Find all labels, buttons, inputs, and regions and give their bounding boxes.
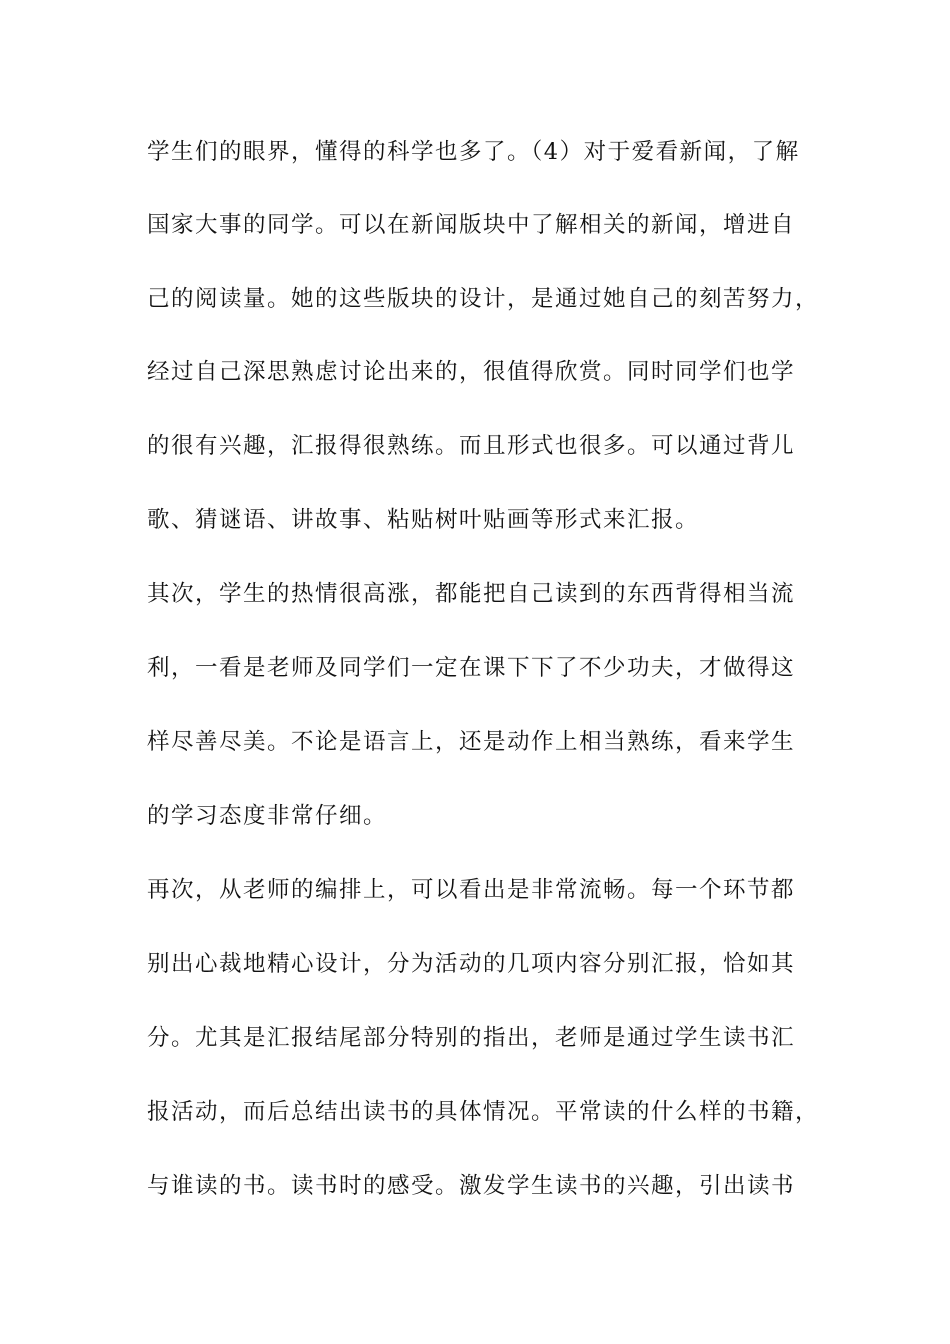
- text-line: 其次，学生的热情很高涨，都能把自己读到的东西背得相当流: [147, 581, 796, 607]
- text-line: 与谁读的书。读书时的感受。激发学生读书的兴趣，引出读书: [147, 1173, 796, 1199]
- text-line: 己的阅读量。她的这些版块的设计，是通过她自己的刻苦努力，: [147, 286, 820, 312]
- text-line: 学生们的眼界，懂得的科学也多了。（4）对于爱看新闻，了解: [147, 139, 800, 165]
- text-line: 利，一看是老师及同学们一定在课下下了不少功夫，才做得这: [147, 655, 796, 681]
- text-line: 的学习态度非常仔细。: [147, 803, 388, 829]
- text-line: 再次，从老师的编排上，可以看出是非常流畅。每一个环节都: [147, 877, 796, 903]
- text-line: 别出心裁地精心设计，分为活动的几项内容分别汇报，恰如其: [147, 951, 796, 977]
- text-line: 的很有兴趣，汇报得很熟练。而且形式也很多。可以通过背儿: [147, 433, 796, 459]
- text-line: 分。尤其是汇报结尾部分特别的指出，老师是通过学生读书汇: [147, 1025, 796, 1051]
- text-line: 经过自己深思熟虑讨论出来的，很值得欣赏。同时同学们也学: [147, 359, 796, 385]
- text-line: 报活动，而后总结出读书的具体情况。平常读的什么样的书籍，: [147, 1099, 820, 1125]
- text-line: 国家大事的同学。可以在新闻版块中了解相关的新闻，增进自: [147, 212, 796, 238]
- text-line: 样尽善尽美。不论是语言上，还是动作上相当熟练，看来学生: [147, 729, 796, 755]
- text-line: 歌、猜谜语、讲故事、粘贴树叶贴画等形式来汇报。: [147, 507, 700, 533]
